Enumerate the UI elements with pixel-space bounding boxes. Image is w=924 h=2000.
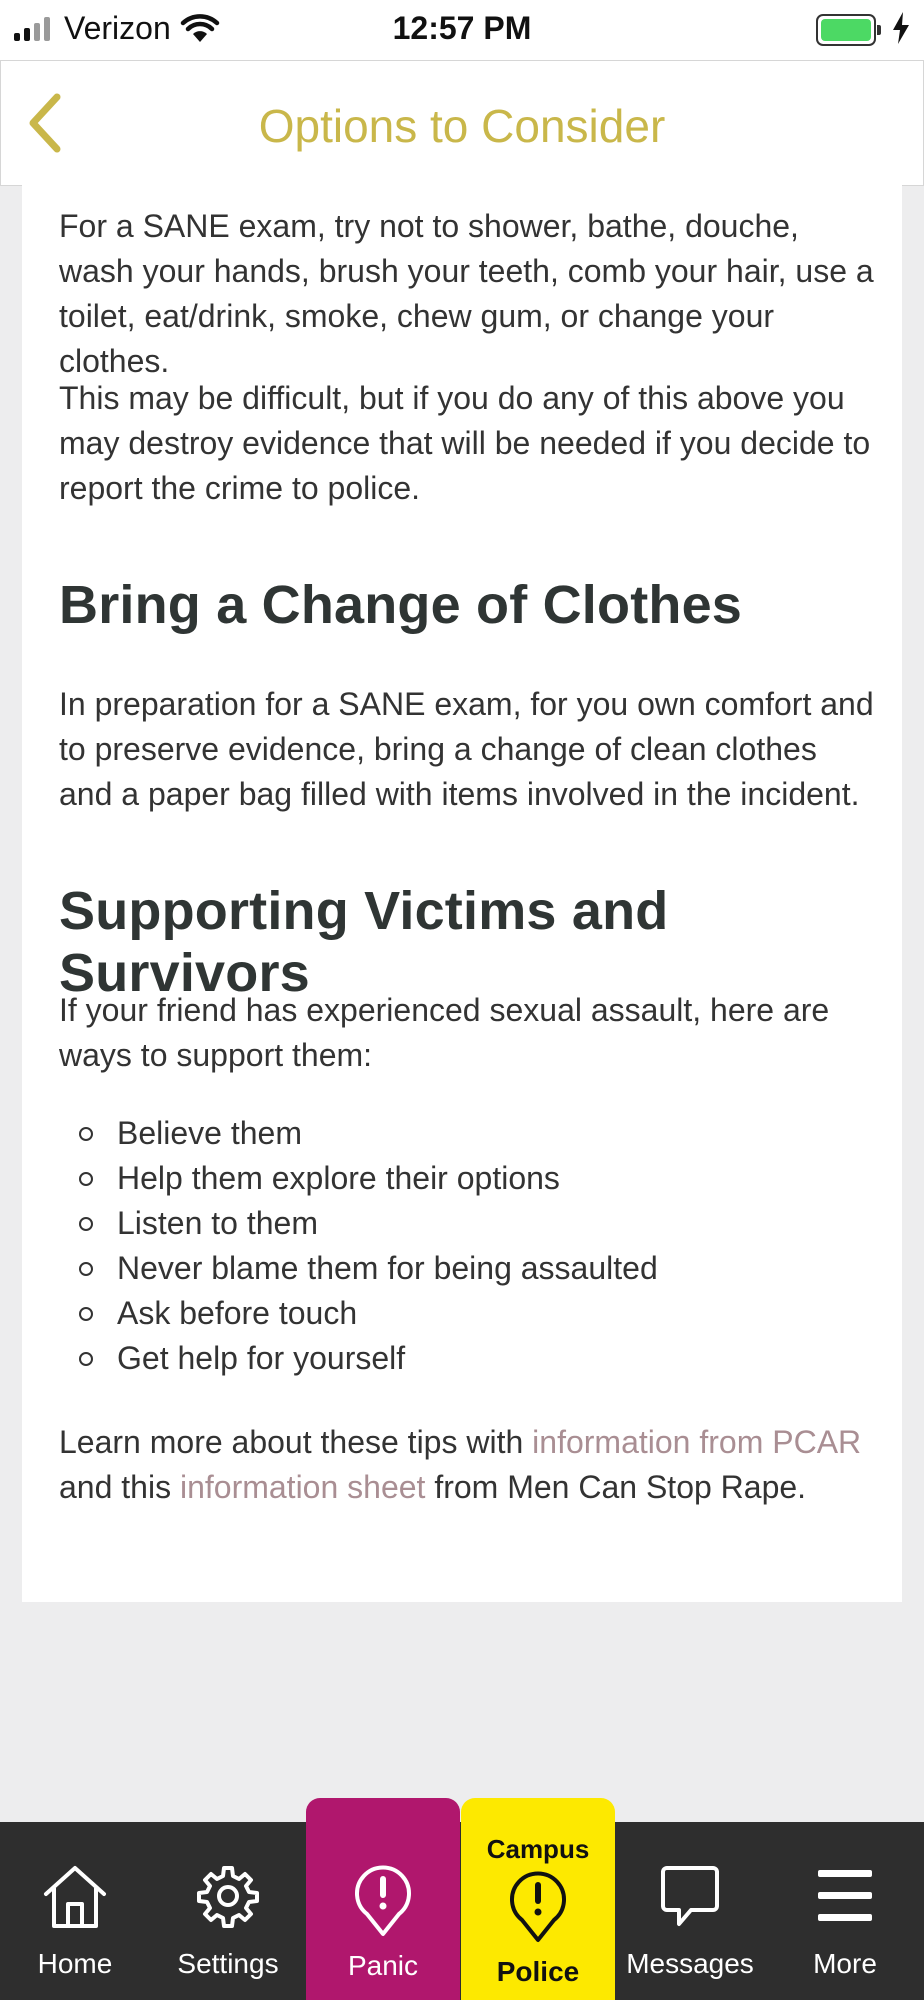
tab-police-label: Police bbox=[496, 1956, 580, 1987]
charging-bolt-icon bbox=[892, 12, 910, 44]
section-heading-support: Supporting Victims and Survivors bbox=[59, 881, 669, 1003]
bullet-icon bbox=[79, 1262, 93, 1276]
tab-home[interactable] bbox=[0, 1822, 150, 2000]
tab-settings-label: Settings bbox=[177, 1948, 279, 1979]
home-icon bbox=[40, 1860, 110, 1932]
status-bar bbox=[0, 0, 924, 60]
information-sheet-link[interactable]: information sheet bbox=[179, 1469, 426, 1505]
pcar-link[interactable]: information from PCAR bbox=[532, 1424, 862, 1460]
tab-settings[interactable] bbox=[153, 1822, 303, 2000]
learn-more-paragraph: Learn more about these tips with information from PCAR and this information sheet from Men Can Stop Rape. bbox=[59, 1424, 862, 1505]
list-item: Get help for yourself bbox=[59, 1336, 658, 1381]
battery-icon bbox=[816, 14, 876, 46]
clothes-paragraph: In preparation for a SANE exam, for you own comfort and to preserve evidence, bring a change of clean clothes and a paper bag filled with items involved in the incident. bbox=[59, 686, 874, 812]
list-item: Never blame them for being assaulted bbox=[59, 1246, 658, 1291]
bullet-icon bbox=[79, 1127, 93, 1141]
tab-more[interactable] bbox=[770, 1822, 920, 2000]
list-item: Ask before touch bbox=[59, 1291, 658, 1336]
bullet-icon bbox=[79, 1352, 93, 1366]
list-item: Believe them bbox=[59, 1111, 658, 1156]
bullet-icon bbox=[79, 1217, 93, 1231]
list-item: Help them explore their options bbox=[59, 1156, 658, 1201]
tab-campus-police[interactable] bbox=[461, 1798, 615, 2000]
carrier-name: Verizon bbox=[64, 10, 171, 46]
tab-more-label: More bbox=[813, 1948, 877, 1979]
support-list bbox=[59, 1111, 658, 1381]
tab-panic[interactable] bbox=[306, 1798, 460, 2000]
message-bubble-icon bbox=[655, 1860, 725, 1932]
content-card bbox=[22, 184, 902, 1602]
evidence-paragraph: This may be difficult, but if you do any of this above you may destroy evidence that will be needed if you decide to report the crime to police. bbox=[59, 380, 871, 506]
tab-home-label: Home bbox=[37, 1948, 113, 1979]
tab-panic-label: Panic bbox=[347, 1950, 419, 1981]
gear-icon bbox=[193, 1860, 263, 1932]
page-title: Options to Consider bbox=[258, 100, 666, 152]
bullet-icon bbox=[79, 1307, 93, 1321]
sane-exam-paragraph: For a SANE exam, try not to shower, bathe, douche, wash your hands, brush your teeth, comb your hair, use a toilet, eat/drink, smoke, chew gum, or change your clothes. bbox=[59, 208, 874, 379]
bullet-icon bbox=[79, 1172, 93, 1186]
tab-messages[interactable] bbox=[615, 1822, 765, 2000]
support-paragraph: If your friend has experienced sexual assault, here are ways to support them: bbox=[59, 992, 830, 1073]
tab-messages-label: Messages bbox=[626, 1948, 754, 1979]
nav-header bbox=[0, 60, 924, 186]
alert-pin-icon bbox=[353, 1860, 413, 1938]
menu-icon bbox=[810, 1860, 880, 1932]
section-heading-clothes: Bring a Change of Clothes bbox=[59, 575, 743, 635]
alert-pin-icon bbox=[508, 1866, 568, 1944]
list-item: Listen to them bbox=[59, 1201, 658, 1246]
tab-campus-label: Campus bbox=[486, 1834, 590, 1864]
status-time: 12:57 PM bbox=[392, 10, 532, 46]
